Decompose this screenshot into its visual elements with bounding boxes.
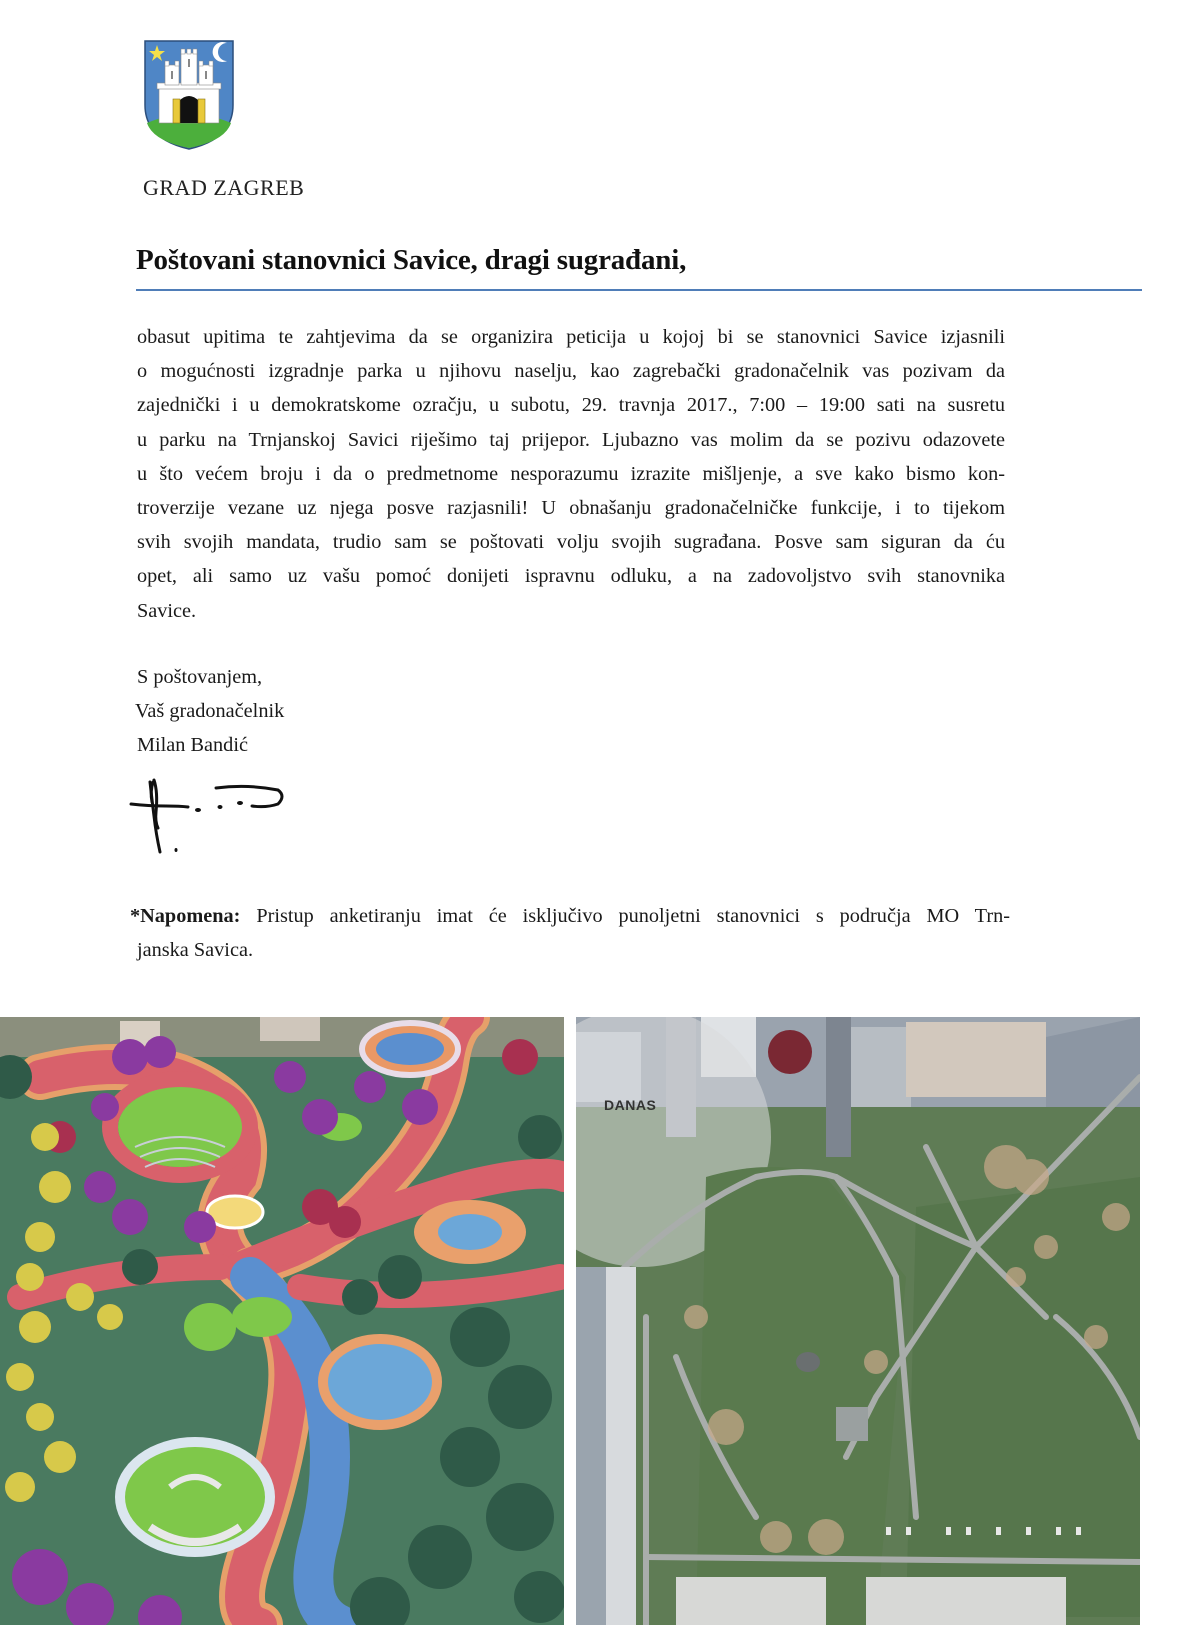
body-line: zajednički i u demokratskome ozračju, u subotu, 29. travnja 2017., 7:00 – 19:00 sati na susretu bbox=[137, 394, 1005, 417]
aerial-photo-today-image bbox=[576, 1017, 1140, 1625]
body-line: svih svojih mandata, trudio sam se poštovati volju svojih sugrađana. Posve sam siguran da ću bbox=[137, 531, 1005, 554]
today-label: DANAS bbox=[604, 1097, 657, 1113]
note bbox=[130, 899, 1010, 967]
handwritten-signature-icon bbox=[128, 772, 288, 862]
note-line-1 bbox=[130, 899, 1010, 933]
closing-title: Vaš gradonačelnik bbox=[135, 700, 285, 722]
zagreb-coat-of-arms-icon bbox=[143, 39, 235, 151]
heading-divider bbox=[136, 289, 1142, 291]
body-line: o mogućnosti izgradnje parka u njihovu naselju, kao zagrebački gradonačelnik vas pozivam da bbox=[137, 360, 1005, 383]
note-label: *Napomena: bbox=[130, 905, 241, 927]
body-line: u parku na Trnjanskoj Savici riješimo taj prijepor. Ljubazno vas molim da se pozivu odazovete bbox=[137, 428, 1005, 451]
body-line: troverzije vezane uz njega posve razjasnili! U obnašanju gradonačelničke funkcije, i to tijekom bbox=[137, 497, 1005, 520]
closing-regards: S poštovanjem, bbox=[137, 666, 263, 688]
closing-name: Milan Bandić bbox=[137, 734, 248, 756]
body-line: obasut upitima te zahtjevima da se organizira peticija u kojoj bi se stanovnici Savice izjasnili bbox=[137, 326, 1005, 348]
note-text-2: janska Savica. bbox=[137, 939, 254, 961]
park-rendering-image bbox=[0, 1017, 564, 1625]
note-text-1: Pristup anketiranju imat će isključivo punoljetni stanovnici s područja MO Trn- bbox=[256, 905, 1010, 927]
body-line: opet, ali samo uz vašu pomoć donijeti ispravnu odluku, a na zadovoljstvo svih stanovnika bbox=[137, 565, 1005, 588]
letter-salutation: Poštovani stanovnici Savice, dragi sugrađani, bbox=[136, 244, 687, 276]
body-line: u što većem broju i da o predmetnome nesporazumu izrazite mišljenje, a sve kako bismo kon- bbox=[137, 462, 1005, 485]
letter-body bbox=[137, 320, 1005, 628]
letter-closing bbox=[137, 660, 284, 762]
org-name: GRAD ZAGREB bbox=[143, 175, 305, 200]
body-line: Savice. bbox=[137, 599, 197, 622]
